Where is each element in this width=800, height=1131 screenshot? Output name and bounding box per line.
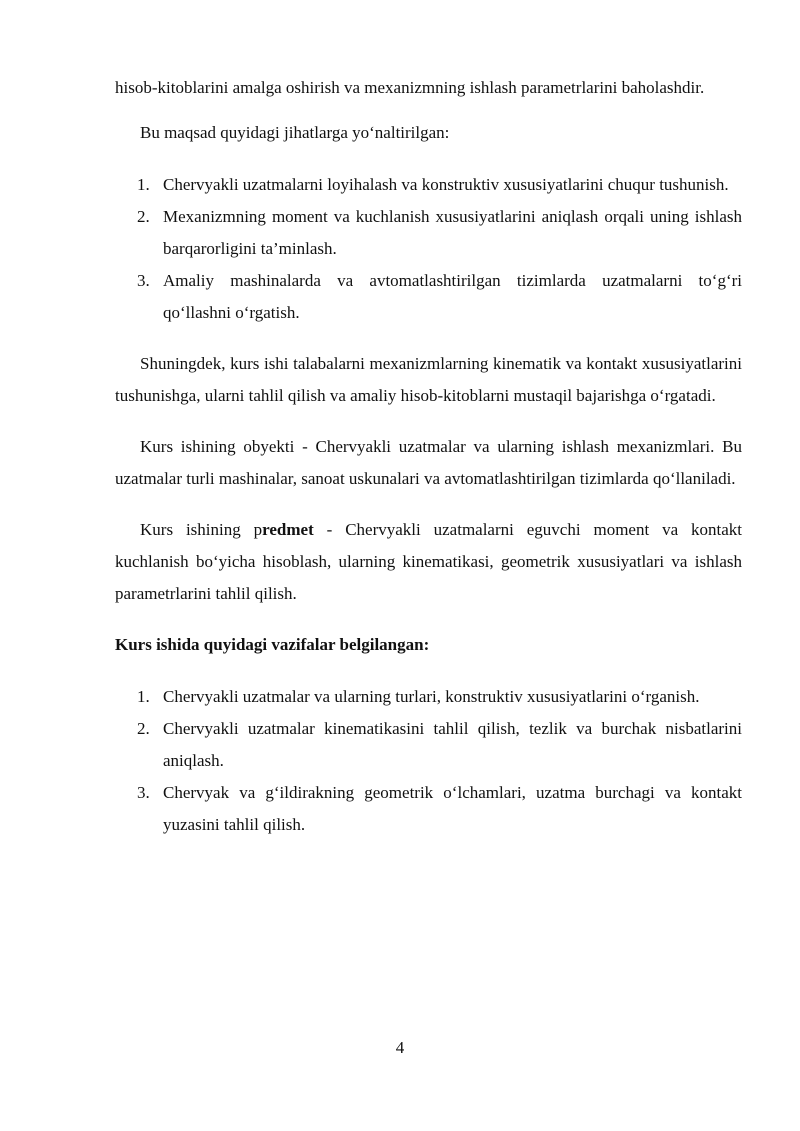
- list-number: 1.: [137, 687, 150, 706]
- tasks-list-item: [115, 713, 742, 777]
- also-paragraph: Shuningdek, kurs ishi talabalarni mexanizmlarning kinematik va kontakt xususiyatlarini tushunishga, ularni tahlil qilish va amaliy hisob-kitoblarni mustaqil bajarishga o‘rgatadi.: [115, 354, 742, 405]
- list-item-text: Chervyakli uzatmalar kinematikasini tahlil qilish, tezlik va burchak nisbatlarini aniqlash.: [163, 719, 742, 770]
- aims-list-item: [115, 265, 742, 329]
- subject-prefix: Kurs ishining p: [140, 520, 263, 539]
- tasks-list-item: [115, 681, 742, 713]
- object-paragraph: Kurs ishining obyekti - Chervyakli uzatmalar va ularning ishlash mexanizmlari. Bu uzatmalar turli mashinalar, sanoat uskunalari va avtomatlashtirilgan tizimlarda qo‘llaniladi.: [115, 437, 742, 488]
- subject-rest: - Chervyakli uzatmalarni eguvchi moment va kontakt kuchlanish bo‘yicha hisoblash, ularning kinematikasi, geometrik xususiyatlari va ishlash parametrlarini tahlil qilish.: [115, 520, 743, 603]
- list-number: 3.: [137, 783, 150, 802]
- list-item-text: Chervyak va g‘ildirakning geometrik o‘lchamlari, uzatma burchagi va kontakt yuzasini tahlil qilish.: [163, 783, 742, 834]
- subject-bold-term: redmet: [262, 520, 314, 539]
- tasks-list-item: [115, 777, 742, 841]
- list-item-text: Amaliy mashinalarda va avtomatlashtirilgan tizimlarda uzatmalarni to‘g‘ri qo‘llashni o‘rgatish.: [163, 271, 742, 322]
- aims-lead: Bu maqsad quyidagi jihatlarga yo‘naltirilgan:: [140, 123, 450, 142]
- tasks-heading: Kurs ishida quyidagi vazifalar belgilangan:: [115, 635, 430, 654]
- page-number: 4: [395, 1038, 405, 1057]
- subject-paragraph: [115, 514, 742, 610]
- document-page: [115, 72, 742, 841]
- aims-list: [115, 169, 742, 329]
- aims-list-item: [115, 201, 742, 265]
- list-number: 3.: [137, 271, 150, 290]
- list-number: 1.: [137, 175, 150, 194]
- list-number: 2.: [137, 207, 150, 226]
- list-item-text: Mexanizmning moment va kuchlanish xususiyatlarini aniqlash orqali uning ishlash barqarorligini ta’minlash.: [163, 207, 742, 258]
- intro-continuation: hisob-kitoblarini amalga oshirish va mexanizmning ishlash parametrlarini baholashdir.: [115, 78, 705, 97]
- list-item-text: Chervyakli uzatmalar va ularning turlari, konstruktiv xususiyatlarini o‘rganish.: [163, 687, 700, 706]
- list-item-text: Chervyakli uzatmalarni loyihalash va konstruktiv xususiyatlarini chuqur tushunish.: [163, 175, 729, 194]
- list-number: 2.: [137, 719, 150, 738]
- aims-list-item: [115, 169, 742, 201]
- tasks-list: [115, 681, 742, 841]
